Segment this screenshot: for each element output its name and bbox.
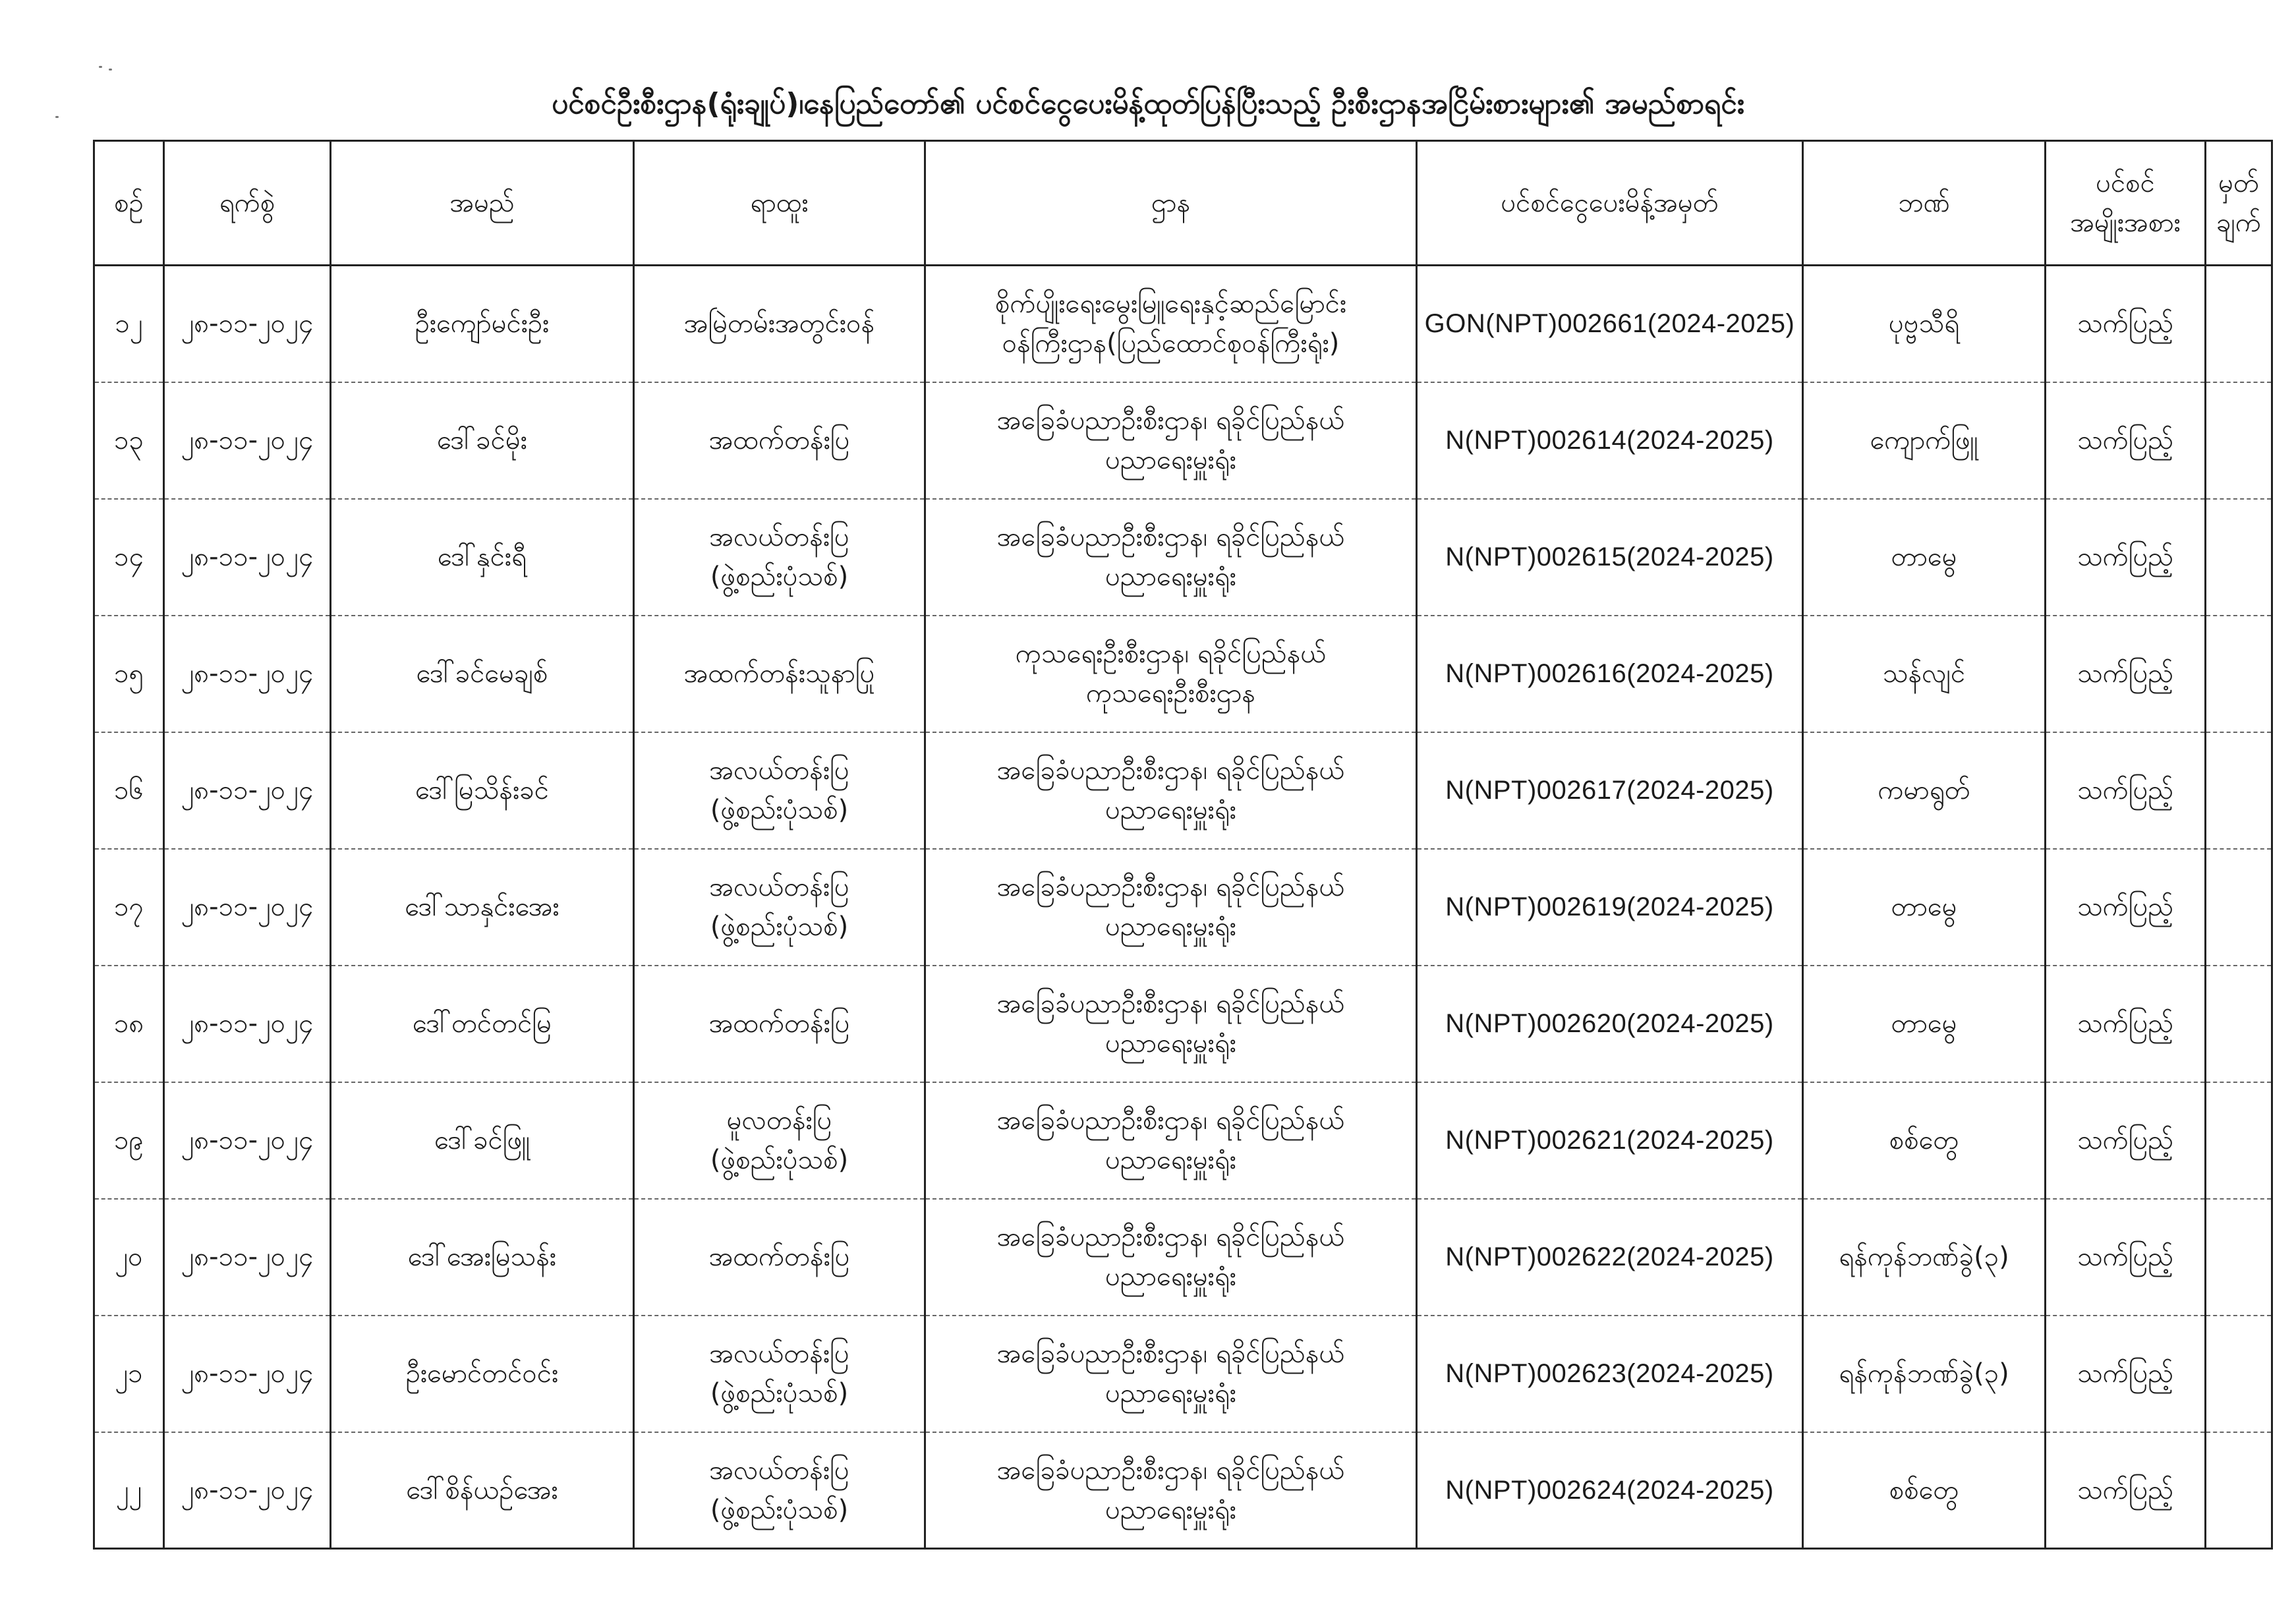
column-header-name: အမည် bbox=[331, 141, 634, 266]
rank-cell-line: အလယ်တန်းပြ bbox=[709, 1455, 849, 1486]
serial-cell: ၁၅ bbox=[94, 616, 164, 732]
date-cell: ၂၈-၁၁-၂၀၂၄ bbox=[164, 382, 331, 499]
pension-type-cell: သက်ပြည့် bbox=[2046, 849, 2206, 966]
rank-cell-line: အထက်တန်းသူနာပြု bbox=[683, 658, 875, 689]
rank-cell-line: အထက်တန်းပြ bbox=[708, 1008, 850, 1039]
date-cell: ၂၈-၁၁-၂၀၂၄ bbox=[164, 616, 331, 732]
department-cell bbox=[925, 1199, 1417, 1316]
rank-cell bbox=[634, 499, 925, 616]
treasury-cell: တာမွေ bbox=[1803, 499, 2046, 616]
department-cell-line: ပညာရေးမှူးရုံး bbox=[1105, 795, 1236, 825]
remarks-cell bbox=[2206, 849, 2272, 966]
column-header-serial: စဉ် bbox=[94, 141, 164, 266]
rank-cell-line: အလယ်တန်းပြ bbox=[709, 755, 849, 786]
rank-cell bbox=[634, 616, 925, 732]
column-header-treasury: ဘဏ် bbox=[1803, 141, 2046, 266]
name-cell: ဦးမောင်တင်ဝင်း bbox=[331, 1316, 634, 1432]
treasury-cell: စစ်တွေ bbox=[1803, 1082, 2046, 1199]
column-header-date: ရက်စွဲ bbox=[164, 141, 331, 266]
department-cell-line: အခြေခံပညာဦးစီးဌာန၊ ရခိုင်ပြည်နယ် bbox=[996, 872, 1345, 902]
department-cell bbox=[925, 1432, 1417, 1549]
rank-cell bbox=[634, 849, 925, 966]
department-cell-line: အခြေခံပညာဦးစီးဌာန၊ ရခိုင်ပြည်နယ် bbox=[996, 522, 1345, 552]
department-cell-line: ပညာရေးမှူးရုံး bbox=[1105, 1262, 1236, 1292]
department-cell-line: အခြေခံပညာဦးစီးဌာန၊ ရခိုင်ပြည်နယ် bbox=[996, 755, 1345, 786]
treasury-cell: ရန်ကုန်ဘဏ်ခွဲ(၃) bbox=[1803, 1316, 2046, 1432]
name-cell: ဒေါ်မြသိန်းခင် bbox=[331, 732, 634, 849]
order-no-cell: N(NPT)002622(2024-2025) bbox=[1417, 1199, 1803, 1316]
remarks-cell bbox=[2206, 266, 2272, 382]
date-cell: ၂၈-၁၁-၂၀၂၄ bbox=[164, 1082, 331, 1199]
serial-cell: ၁၉ bbox=[94, 1082, 164, 1199]
pension-type-cell: သက်ပြည့် bbox=[2046, 966, 2206, 1082]
table-header-row bbox=[94, 141, 2272, 266]
department-cell-line: ပညာရေးမှူးရုံး bbox=[1105, 562, 1236, 592]
pension-type-cell: သက်ပြည့် bbox=[2046, 732, 2206, 849]
department-cell-line: ပညာရေးမှူးရုံး bbox=[1105, 1145, 1236, 1175]
department-cell-line: ပညာရေးမှူးရုံး bbox=[1105, 1028, 1236, 1058]
serial-cell: ၁၆ bbox=[94, 732, 164, 849]
scan-speck bbox=[109, 69, 112, 71]
rank-cell-line: မူလတန်းပြ bbox=[726, 1105, 832, 1136]
remarks-cell bbox=[2206, 966, 2272, 1082]
department-cell bbox=[925, 849, 1417, 966]
rank-cell-line: အလယ်တန်းပြ bbox=[709, 872, 849, 902]
rank-cell-line: (ဖွဲ့စည်းပုံသစ်) bbox=[710, 1494, 849, 1525]
rank-cell bbox=[634, 1082, 925, 1199]
remarks-cell bbox=[2206, 499, 2272, 616]
column-header-pension-type bbox=[2046, 141, 2206, 266]
order-no-cell: N(NPT)002616(2024-2025) bbox=[1417, 616, 1803, 732]
order-no-cell: N(NPT)002617(2024-2025) bbox=[1417, 732, 1803, 849]
rank-cell-line: အထက်တန်းပြ bbox=[708, 425, 850, 455]
name-cell: ဒေါ်စိန်ယဉ်အေး bbox=[331, 1432, 634, 1549]
date-cell: ၂၈-၁၁-၂၀၂၄ bbox=[164, 849, 331, 966]
remarks-cell bbox=[2206, 616, 2272, 732]
department-cell bbox=[925, 499, 1417, 616]
remarks-cell bbox=[2206, 1199, 2272, 1316]
serial-cell: ၁၇ bbox=[94, 849, 164, 966]
pension-type-cell: သက်ပြည့် bbox=[2046, 1199, 2206, 1316]
treasury-cell: သန်လျင် bbox=[1803, 616, 2046, 732]
table-row bbox=[94, 616, 2272, 732]
table-row bbox=[94, 849, 2272, 966]
rank-cell-line: (ဖွဲ့စည်းပုံသစ်) bbox=[710, 912, 849, 942]
department-cell-line: အခြေခံပညာဦးစီးဌာန၊ ရခိုင်ပြည်နယ် bbox=[996, 1105, 1345, 1136]
remarks-cell bbox=[2206, 1082, 2272, 1199]
column-header-department: ဌာန bbox=[925, 141, 1417, 266]
serial-cell: ၁၂ bbox=[94, 266, 164, 382]
department-cell-line: ကုသရေးဦးစီးဌာန၊ ရခိုင်ပြည်နယ် bbox=[1015, 639, 1327, 669]
order-no-cell: N(NPT)002614(2024-2025) bbox=[1417, 382, 1803, 499]
pension-type-cell: သက်ပြည့် bbox=[2046, 1316, 2206, 1432]
table-row bbox=[94, 732, 2272, 849]
treasury-cell: ကျောက်ဖြူ bbox=[1803, 382, 2046, 499]
rank-cell-line: အမြဲတမ်းအတွင်းဝန် bbox=[683, 308, 875, 339]
rank-cell bbox=[634, 966, 925, 1082]
order-no-cell: N(NPT)002624(2024-2025) bbox=[1417, 1432, 1803, 1549]
treasury-cell: တာမွေ bbox=[1803, 849, 2046, 966]
rank-cell-line: အလယ်တန်းပြ bbox=[709, 1339, 849, 1369]
rank-cell bbox=[634, 1199, 925, 1316]
rank-cell-line: အလယ်တန်းပြ bbox=[709, 522, 849, 552]
department-cell-line: စိုက်ပျိုးရေးမွေးမြူရေးနှင့်ဆည်မြောင်း bbox=[994, 289, 1347, 320]
table-row bbox=[94, 1082, 2272, 1199]
name-cell: ဒေါ်နှင်းရီ bbox=[331, 499, 634, 616]
date-cell: ၂၈-၁၁-၂၀၂၄ bbox=[164, 266, 331, 382]
table-row bbox=[94, 266, 2272, 382]
date-cell: ၂၈-၁၁-၂၀၂၄ bbox=[164, 1316, 331, 1432]
name-cell: ဒေါ်သာနှင်းအေး bbox=[331, 849, 634, 966]
date-cell: ၂၈-၁၁-၂၀၂၄ bbox=[164, 966, 331, 1082]
order-no-cell: N(NPT)002621(2024-2025) bbox=[1417, 1082, 1803, 1199]
rank-cell bbox=[634, 1432, 925, 1549]
order-no-cell: N(NPT)002620(2024-2025) bbox=[1417, 966, 1803, 1082]
rank-cell-line: (ဖွဲ့စည်းပုံသစ်) bbox=[710, 1145, 849, 1175]
remarks-header-line: မှတ် bbox=[2218, 168, 2259, 198]
department-cell bbox=[925, 382, 1417, 499]
table-row bbox=[94, 1432, 2272, 1549]
document-title: ပင်စင်ဦးစီးဌာန(ရုံးချုပ်)၊နေပြည်တော်၏ ပင်စင်ငွေပေးမိန့်ထုတ်ပြန်ပြီးသည့် ဦးစီးဌာနအငြိမ်းစားများ၏ အမည်စာရင်း bbox=[552, 87, 1744, 121]
column-header-remarks bbox=[2206, 141, 2272, 266]
rank-cell-line: အထက်တန်းပြ bbox=[708, 1242, 850, 1272]
name-cell: ဒေါ်ခင်မိုး bbox=[331, 382, 634, 499]
department-cell-line: ဝန်ကြီးဌာန(ပြည်ထောင်စုဝန်ကြီးရုံး) bbox=[1002, 328, 1340, 359]
department-cell-line: အခြေခံပညာဦးစီးဌာန၊ ရခိုင်ပြည်နယ် bbox=[996, 405, 1345, 436]
column-header-order-no: ပင်စင်ငွေပေးမိန့်အမှတ် bbox=[1417, 141, 1803, 266]
department-cell-line: အခြေခံပညာဦးစီးဌာန၊ ရခိုင်ပြည်နယ် bbox=[996, 1339, 1345, 1369]
department-cell bbox=[925, 1082, 1417, 1199]
table-row bbox=[94, 382, 2272, 499]
column-header-rank: ရာထူး bbox=[634, 141, 925, 266]
rank-cell bbox=[634, 732, 925, 849]
date-cell: ၂၈-၁၁-၂၀၂၄ bbox=[164, 499, 331, 616]
pension-type-cell: သက်ပြည့် bbox=[2046, 1432, 2206, 1549]
order-no-cell: GON(NPT)002661(2024-2025) bbox=[1417, 266, 1803, 382]
name-cell: ဒေါ်ခင်မေချစ် bbox=[331, 616, 634, 732]
pensioner-table bbox=[93, 140, 2273, 1550]
serial-cell: ၂၁ bbox=[94, 1316, 164, 1432]
pension-type-cell: သက်ပြည့် bbox=[2046, 616, 2206, 732]
order-no-cell: N(NPT)002619(2024-2025) bbox=[1417, 849, 1803, 966]
department-cell-line: အခြေခံပညာဦးစီးဌာန၊ ရခိုင်ပြည်နယ် bbox=[996, 1222, 1345, 1252]
department-cell-line: အခြေခံပညာဦးစီးဌာန၊ ရခိုင်ပြည်နယ် bbox=[996, 989, 1345, 1019]
treasury-cell: စစ်တွေ bbox=[1803, 1432, 2046, 1549]
serial-cell: ၁၄ bbox=[94, 499, 164, 616]
treasury-cell: ရန်ကုန်ဘဏ်ခွဲ(၃) bbox=[1803, 1199, 2046, 1316]
table-body bbox=[94, 266, 2272, 1549]
name-cell: ဒေါ်အေးမြသန်း bbox=[331, 1199, 634, 1316]
rank-cell bbox=[634, 1316, 925, 1432]
serial-cell: ၁၈ bbox=[94, 966, 164, 1082]
rank-cell bbox=[634, 382, 925, 499]
treasury-cell: ကမာရွတ် bbox=[1803, 732, 2046, 849]
department-cell bbox=[925, 732, 1417, 849]
rank-cell-line: (ဖွဲ့စည်းပုံသစ်) bbox=[710, 1378, 849, 1408]
scan-speck bbox=[99, 66, 102, 68]
rank-cell-line: (ဖွဲ့စည်းပုံသစ်) bbox=[710, 795, 849, 825]
remarks-cell bbox=[2206, 1316, 2272, 1432]
department-cell-line: အခြေခံပညာဦးစီးဌာန၊ ရခိုင်ပြည်နယ် bbox=[996, 1455, 1345, 1486]
serial-cell: ၂၀ bbox=[94, 1199, 164, 1316]
pension-type-header-line: အမျိုးအစား bbox=[2070, 208, 2181, 238]
treasury-cell: ပုဗ္ဗသီရိ bbox=[1803, 266, 2046, 382]
pension-type-cell: သက်ပြည့် bbox=[2046, 382, 2206, 499]
department-cell bbox=[925, 266, 1417, 382]
date-cell: ၂၈-၁၁-၂၀၂၄ bbox=[164, 1432, 331, 1549]
table-row bbox=[94, 1316, 2272, 1432]
name-cell: ဦးကျော်မင်းဦး bbox=[331, 266, 634, 382]
treasury-cell: တာမွေ bbox=[1803, 966, 2046, 1082]
pension-type-cell: သက်ပြည့် bbox=[2046, 1082, 2206, 1199]
remarks-cell bbox=[2206, 382, 2272, 499]
date-cell: ၂၈-၁၁-၂၀၂၄ bbox=[164, 1199, 331, 1316]
table-row bbox=[94, 966, 2272, 1082]
rank-cell bbox=[634, 266, 925, 382]
department-cell-line: ကုသရေးဦးစီးဌာန bbox=[1086, 678, 1255, 709]
order-no-cell: N(NPT)002615(2024-2025) bbox=[1417, 499, 1803, 616]
pension-type-header-line: ပင်စင် bbox=[2096, 168, 2155, 198]
remarks-cell bbox=[2206, 1432, 2272, 1549]
rank-cell-line: (ဖွဲ့စည်းပုံသစ်) bbox=[710, 562, 849, 592]
department-cell-line: ပညာရေးမှူးရုံး bbox=[1105, 1378, 1236, 1408]
remarks-cell bbox=[2206, 732, 2272, 849]
name-cell: ဒေါ်တင်တင်မြ bbox=[331, 966, 634, 1082]
remarks-header-line: ချက် bbox=[2216, 208, 2261, 238]
department-cell bbox=[925, 966, 1417, 1082]
department-cell-line: ပညာရေးမှူးရုံး bbox=[1105, 1494, 1236, 1525]
serial-cell: ၁၃ bbox=[94, 382, 164, 499]
department-cell-line: ပညာရေးမှူးရုံး bbox=[1105, 445, 1236, 475]
order-no-cell: N(NPT)002623(2024-2025) bbox=[1417, 1316, 1803, 1432]
serial-cell: ၂၂ bbox=[94, 1432, 164, 1549]
department-cell bbox=[925, 1316, 1417, 1432]
pension-type-cell: သက်ပြည့် bbox=[2046, 499, 2206, 616]
table-row bbox=[94, 499, 2272, 616]
pension-type-cell: သက်ပြည့် bbox=[2046, 266, 2206, 382]
name-cell: ဒေါ်ခင်ဖြူ bbox=[331, 1082, 634, 1199]
table-row bbox=[94, 1199, 2272, 1316]
department-cell bbox=[925, 616, 1417, 732]
date-cell: ၂၈-၁၁-၂၀၂၄ bbox=[164, 732, 331, 849]
department-cell-line: ပညာရေးမှူးရုံး bbox=[1105, 912, 1236, 942]
